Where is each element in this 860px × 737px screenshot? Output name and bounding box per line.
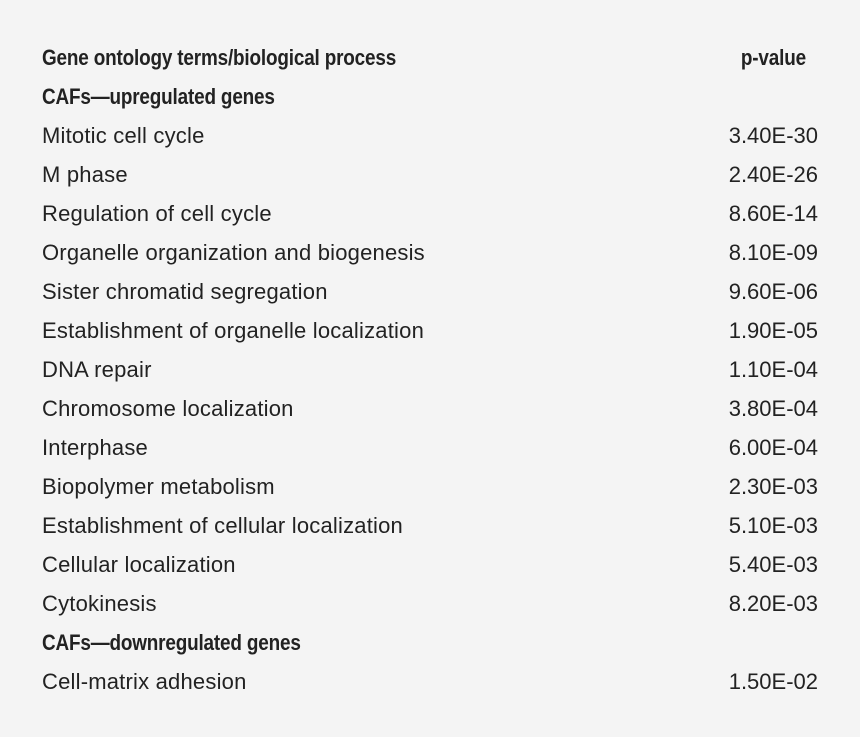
pvalue-cell: 2.30E-03 <box>728 473 818 499</box>
table-row <box>42 311 818 350</box>
table-row <box>42 155 818 194</box>
pvalue-cell: 5.10E-03 <box>728 512 818 538</box>
table-row <box>42 389 818 428</box>
section-header-upregulated <box>42 77 818 116</box>
term-cell: Cellular localization <box>42 551 236 577</box>
table-row <box>42 467 818 506</box>
term-cell: DNA repair <box>42 356 152 382</box>
table-row <box>42 116 818 155</box>
table-row <box>42 428 818 467</box>
term-cell: Establishment of cellular localization <box>42 512 403 538</box>
pvalue-cell: 2.40E-26 <box>728 161 818 187</box>
header-term: Gene ontology terms/biological process <box>42 44 397 70</box>
pvalue-cell: 1.10E-04 <box>728 356 818 382</box>
pvalue-cell: 5.40E-03 <box>728 551 818 577</box>
pvalue-cell: 1.50E-02 <box>728 668 818 694</box>
term-cell: Interphase <box>42 434 148 460</box>
table-header <box>42 38 818 77</box>
section-header-downregulated <box>42 623 818 662</box>
table-row <box>42 350 818 389</box>
table-row <box>42 272 818 311</box>
table-row <box>42 584 818 623</box>
header-pvalue: p-value <box>740 44 806 70</box>
pvalue-cell: 6.00E-04 <box>728 434 818 460</box>
table-row <box>42 506 818 545</box>
term-cell: Sister chromatid segregation <box>42 278 328 304</box>
table-row <box>42 662 818 701</box>
pvalue-cell: 8.20E-03 <box>728 590 818 616</box>
pvalue-cell: 8.60E-14 <box>728 200 818 226</box>
term-cell: Chromosome localization <box>42 395 294 421</box>
term-cell: Organelle organization and biogenesis <box>42 239 425 265</box>
term-cell: Cell-matrix adhesion <box>42 668 247 694</box>
pvalue-cell: 8.10E-09 <box>728 239 818 265</box>
section-title: CAFs—downregulated genes <box>42 629 301 655</box>
pvalue-cell: 1.90E-05 <box>728 317 818 343</box>
table-row <box>42 545 818 584</box>
table-row <box>42 194 818 233</box>
pvalue-cell: 3.80E-04 <box>728 395 818 421</box>
pvalue-cell: 3.40E-30 <box>728 122 818 148</box>
term-cell: M phase <box>42 161 128 187</box>
term-cell: Cytokinesis <box>42 590 157 616</box>
table-row <box>42 233 818 272</box>
term-cell: Mitotic cell cycle <box>42 122 205 148</box>
go-terms-table <box>42 38 818 701</box>
section-title: CAFs—upregulated genes <box>42 83 275 109</box>
term-cell: Establishment of organelle localization <box>42 317 425 343</box>
term-cell: Regulation of cell cycle <box>42 200 272 226</box>
term-cell: Biopolymer metabolism <box>42 473 275 499</box>
pvalue-cell: 9.60E-06 <box>728 278 818 304</box>
